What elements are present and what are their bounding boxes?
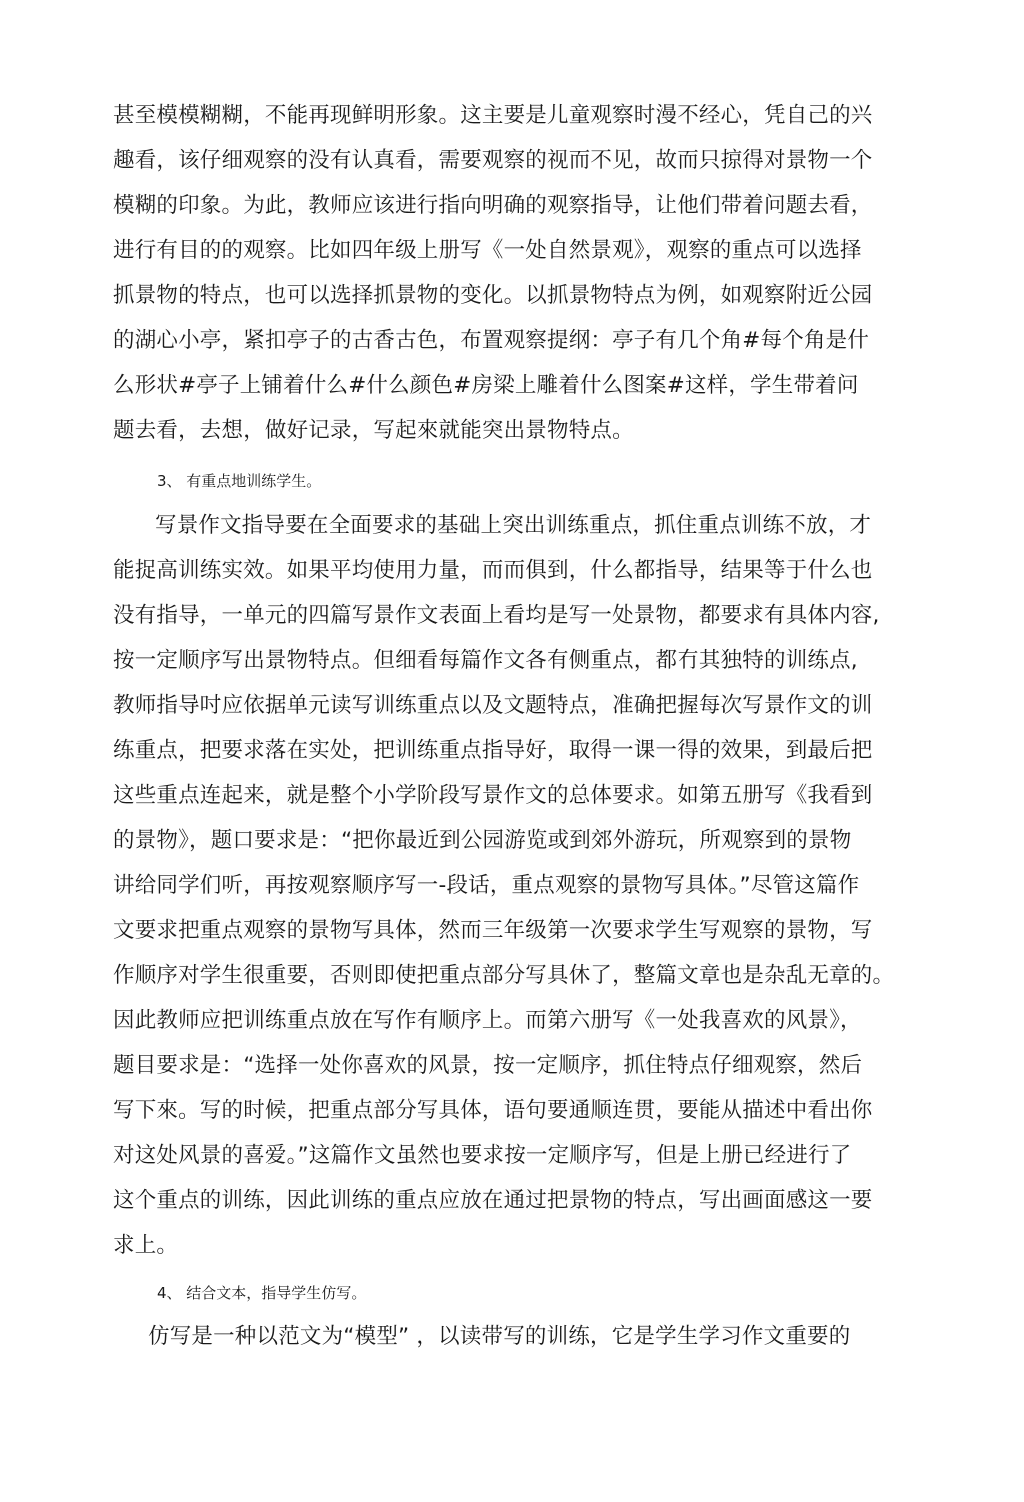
paragraph-line: 因此教师应把训练重点放在写作有顺序上。而第六册写《一处我喜欢的风景》， — [113, 1008, 862, 1033]
paragraph-line: 按一定顺序写出景物特点。但细看每篇作文各有侧重点，都冇其独特的训练点, — [113, 648, 858, 673]
paragraph-line: 文要求把重点观察的景物写具体，然而三年级第一次要求学生写观察的景物，写 — [113, 918, 873, 943]
paragraph-line: 练重点，把要求落在实处，把训练重点指导好，取得一课一得的效果，到最后把 — [113, 738, 873, 763]
paragraph-line: 教师指导吋应依据单元读写训练重点以及文题特点，准确把握每次写景作文的训 — [113, 693, 873, 718]
paragraph-line: 么形状#亭子上铺着什么#什么颜色#房梁上雕着什么图案#这样，学生带着问 — [113, 373, 859, 398]
paragraph-line: 求上。 — [113, 1233, 179, 1258]
paragraph-line: 模糊的印象。为此，教师应该进行指向明确的观察指导，让他们带着问题去看， — [113, 193, 873, 218]
paragraph-line: 写下來。写的时候，把重点部分写具体，语句要通顺连贯，要能从描述中看出你 — [113, 1098, 873, 1123]
paragraph-line: 写景作文指导要在全面要求的基础上突出训练重点，抓住重点训练不放，才 — [155, 513, 872, 538]
paragraph-line: 仿写是一种以范文为“模型” ，以读带写的训练，它是学生学习作文重要的 — [148, 1324, 851, 1349]
paragraph-line: 趣看，该仔细观察的没有认真看，需要观察的视而不见，故而只掠得对景物一个 — [113, 148, 873, 173]
paragraph-line: 的景物》，题口要求是：“把你最近到公园游览或到郊外游玩，所观察到的景物 — [113, 828, 852, 853]
paragraph-line: 的湖心小亭，紧扣亭子的古香古色，布置观察提纲：亭子有几个角#每个角是什 — [113, 328, 870, 353]
paragraph-line: 甚至模模糊糊，不能再现鲜明形象。这主要是儿童观察时漫不经心，凭自己的兴 — [113, 103, 873, 128]
paragraph-line: 能捉高训练实效。如果平均使用力量，而而俱到，什么都指导，结果等于什么也 — [113, 558, 873, 583]
paragraph-line: 这些重点连起来，就是整个小学阶段写景作文的总体要求。如第五册写《我看到 — [113, 783, 873, 808]
paragraph-line: 题目要求是：“选择一处你喜欢的风景，按一定顺序，抓住特点仔细观察，然后 — [113, 1053, 863, 1078]
paragraph-line: 这个重点的训练，因此训练的重点应放在通过把景物的特点，写出画面感这一要 — [113, 1188, 873, 1213]
paragraph-line: 题去看，去想，做好记录，写起來就能突出景物特点。 — [113, 418, 634, 443]
paragraph-line: 进行有目的的观察。比如四年级上册写《一处自然景观》，观察的重点可以选择 — [113, 238, 862, 263]
paragraph-line: 抓景物的特点，也可以选择抓景物的变化。以抓景物特点为例，如观察附近公园 — [113, 283, 873, 308]
section-heading: 4、 结合文本，指导学生仿写。 — [157, 1284, 367, 1302]
paragraph-line: 对这处风景的喜爱。”这篇作文虽然也要求按一定顺序写，但是上册已经进行了 — [113, 1143, 852, 1168]
paragraph-line: 没有指导，一单元的四篇写景作文表面上看均是写一处景物，都要求有具体内容, — [113, 603, 880, 628]
paragraph-line: 讲给同学们听，再按观察顺序写一-段话，重点观察的景物写具体。”尽管这篇作 — [113, 873, 860, 898]
paragraph-line: 作顺序对学生很重要，否则即使把重点部分写具休了，整篇文章也是杂乱无章的。 — [113, 963, 895, 988]
section-heading: 3、 有重点地训练学生。 — [157, 472, 322, 490]
